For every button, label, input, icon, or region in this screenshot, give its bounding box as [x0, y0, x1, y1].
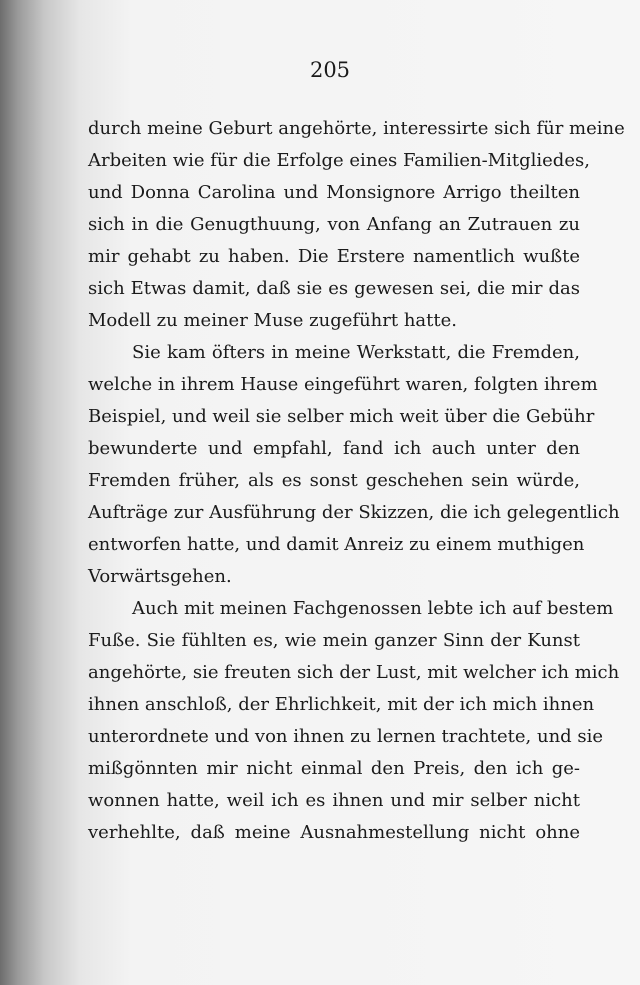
text-line: entworfen hatte, und damit Anreiz zu einem muthigen [88, 534, 585, 555]
page-body-text [88, 113, 625, 849]
text-line: angehörte, sie freuten sich der Lust, mit welcher ich mich [88, 662, 620, 683]
text-line: ihnen anschloß, der Ehrlichkeit, mit der ich mich ihnen [88, 694, 595, 715]
text-line: Fuße. Sie fühlten es, wie mein ganzer Sinn der Kunst [88, 630, 580, 651]
text-line: unterordnete und von ihnen zu lernen trachtete, und sie [88, 726, 604, 747]
text-line: wonnen hatte, weil ich es ihnen und mir selber nicht [88, 790, 580, 811]
text-line: Beispiel, und weil sie selber mich weit über die Gebühr [88, 406, 595, 427]
text-line: und Donna Carolina und Monsignore Arrigo theilten [88, 182, 580, 203]
text-line: sich in die Genugthuung, von Anfang an Zutrauen zu [88, 214, 580, 235]
text-line: Aufträge zur Ausführung der Skizzen, die ich gelegentlich [88, 502, 620, 523]
text-line: Fremden früher, als es sonst geschehen sein würde, [88, 470, 580, 491]
paragraph-start-line: Sie kam öfters in meine Werkstatt, die Fremden, [132, 342, 580, 363]
text-line: Arbeiten wie für die Erfolge eines Familien-Mitgliedes, [88, 150, 590, 171]
page-number: 205 [309, 58, 351, 82]
text-line: sich Etwas damit, daß sie es gewesen sei, die mir das [88, 278, 580, 299]
paragraph-start-line: Auch mit meinen Fachgenossen lebte ich auf bestem [132, 598, 614, 619]
text-line: durch meine Geburt angehörte, interessirte sich für meine [88, 118, 625, 139]
text-line: welche in ihrem Hause eingeführt waren, folgten ihrem [88, 374, 598, 395]
text-line: bewunderte und empfahl, fand ich auch unter den [88, 438, 580, 459]
text-line: Modell zu meiner Muse zugeführt hatte. [88, 310, 457, 331]
text-line: mißgönnten mir nicht einmal den Preis, den ich ge- [88, 758, 580, 779]
text-line: mir gehabt zu haben. Die Erstere namentlich wußte [88, 246, 580, 267]
text-line: Vorwärtsgehen. [88, 566, 232, 587]
text-line: verhehlte, daß meine Ausnahmestellung nicht ohne [88, 822, 580, 843]
